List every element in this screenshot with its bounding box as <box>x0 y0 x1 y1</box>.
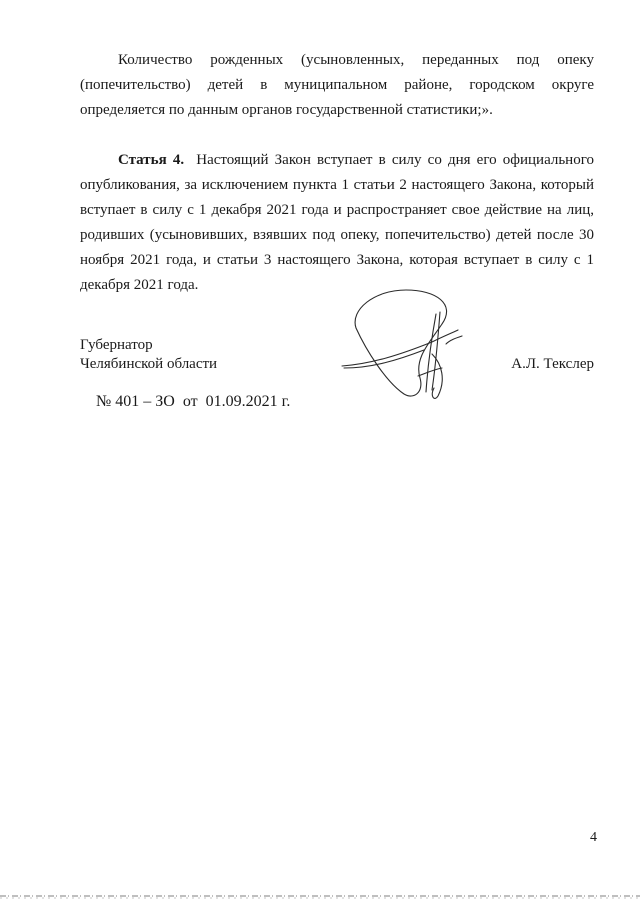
signatory-name: А.Л. Текслер <box>511 356 594 372</box>
article-4-label: Статья 4. <box>118 152 185 168</box>
article-4-paragraph <box>80 148 594 298</box>
handwritten-signature <box>332 284 472 410</box>
law-number-line <box>96 392 290 412</box>
paragraph-statistics <box>80 48 594 123</box>
law-from-word: от <box>182 393 198 410</box>
signatory-position <box>80 336 217 374</box>
article-4-text: Настоящий Закон вступает в силу со дня его официального опубликования, за исключением пункта 1 статьи 2 настоящего Закона, который вступает в силу с 1 декабря 2021 года и распространяет свое действие на лиц, родивших (усыновивших, взявших под опеку, попечительство) детей после 30 ноября 2021 года, и статьи 3 настоящего Закона, которая вступает в силу с 1 декабря 2021 года. <box>80 152 594 293</box>
law-number: № 401 – ЗО <box>96 393 175 410</box>
signatory-position-line-1: Губернатор <box>80 337 153 353</box>
scan-edge-line <box>0 894 640 900</box>
page-number: 4 <box>590 830 597 845</box>
paragraph-statistics-text: Количество рожденных (усыновленных, переданных под опеку (попечительство) детей в муниципальном районе, городском округе определяется по данным органов государственной статистики;». <box>80 52 594 118</box>
law-date: 01.09.2021 г. <box>205 393 291 410</box>
signatory-position-line-2: Челябинской области <box>80 356 218 372</box>
